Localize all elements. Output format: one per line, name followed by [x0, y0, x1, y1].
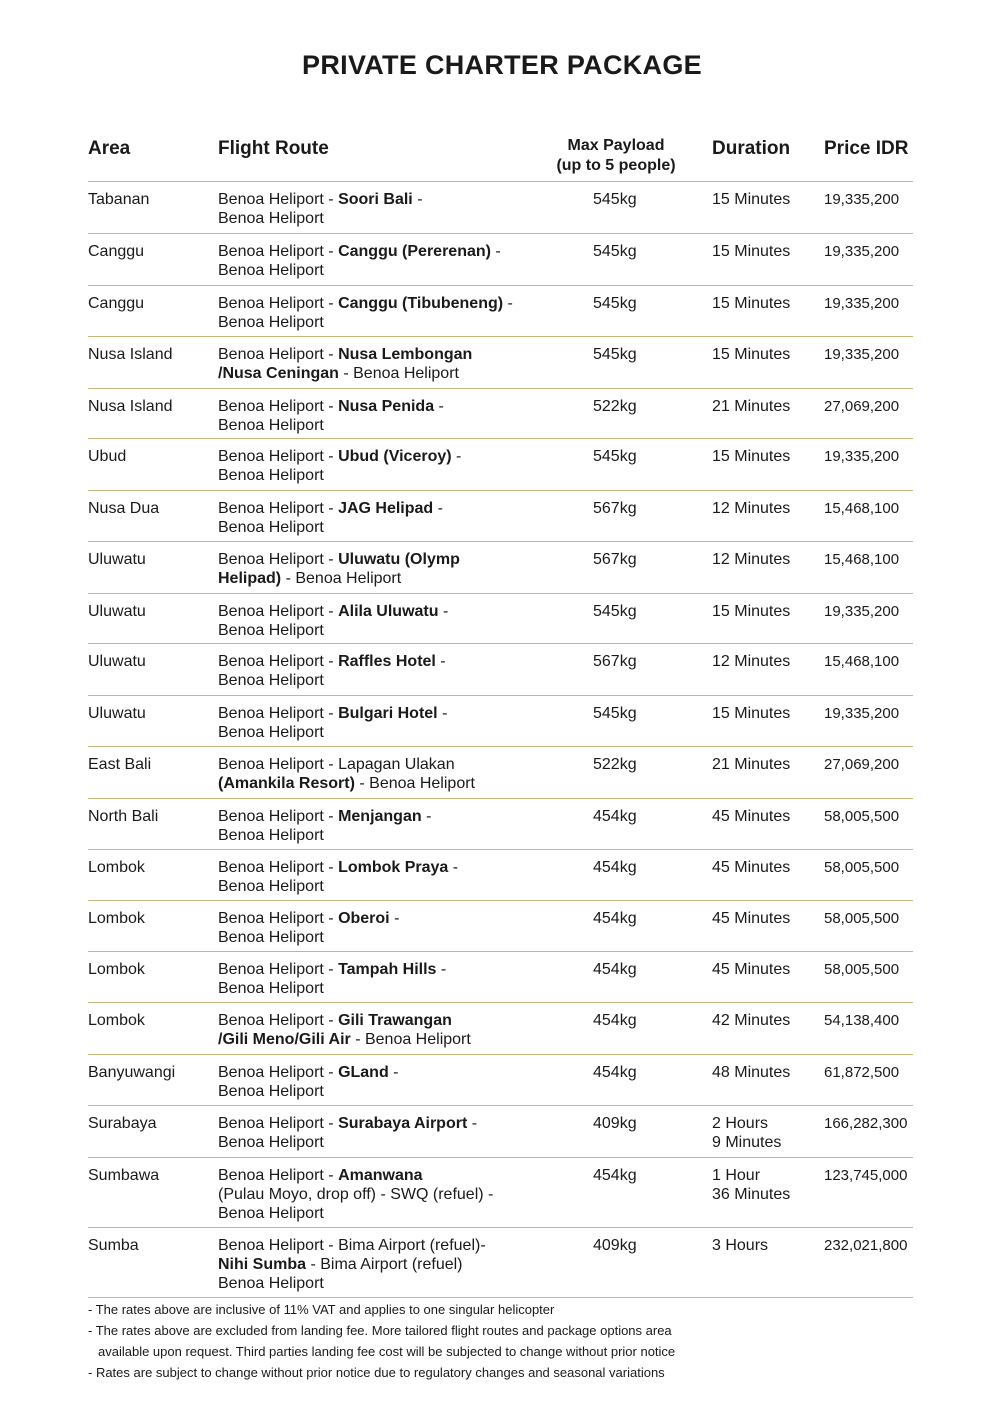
duration-line: 12 Minutes — [712, 551, 791, 568]
cell-area: Uluwatu — [88, 603, 146, 620]
cell-duration — [712, 397, 822, 416]
route-destination: Helipad) — [218, 570, 282, 587]
duration-line: 45 Minutes — [712, 808, 791, 825]
route-text: - Benoa Heliport — [354, 775, 475, 792]
cell-max-payload: 545kg — [593, 705, 637, 722]
cell-duration — [712, 294, 822, 313]
route-text: Benoa Heliport — [218, 1205, 324, 1222]
route-text: Benoa Heliport — [218, 262, 324, 279]
cell-duration — [712, 704, 822, 723]
cell-max-payload: 522kg — [593, 756, 637, 773]
route-text: - — [467, 1115, 478, 1132]
cell-flight-route — [218, 345, 548, 383]
route-destination: /Gili Meno/Gili Air — [218, 1031, 351, 1048]
route-destination: Alila Uluwatu — [338, 603, 439, 620]
cell-max-payload: 454kg — [593, 961, 637, 978]
cell-duration — [712, 190, 822, 209]
table-row — [88, 1158, 913, 1228]
route-text: Benoa Heliport - Bima Airport (refuel)- — [218, 1237, 486, 1254]
cell-max-payload: 454kg — [593, 859, 637, 876]
route-text: - — [490, 243, 501, 260]
cell-flight-route — [218, 447, 548, 485]
duration-line: 9 Minutes — [712, 1134, 782, 1151]
table-row — [88, 182, 913, 234]
route-text: Benoa Heliport - — [218, 243, 339, 260]
route-destination: Amanwana — [338, 1167, 423, 1184]
cell-duration — [712, 242, 822, 261]
route-text: Benoa Heliport - — [218, 551, 339, 568]
duration-line: 15 Minutes — [712, 603, 791, 620]
cell-max-payload: 454kg — [593, 808, 637, 825]
header-price: Price IDR — [824, 138, 909, 159]
duration-line: 2 Hours — [712, 1115, 769, 1132]
route-text: - — [451, 448, 462, 465]
route-text: - — [435, 653, 446, 670]
cell-max-payload: 545kg — [593, 448, 637, 465]
route-destination: Ubud (Viceroy) — [338, 448, 452, 465]
table-row — [88, 952, 913, 1003]
cell-duration — [712, 345, 822, 364]
cell-area: Lombok — [88, 961, 145, 978]
cell-flight-route — [218, 294, 548, 332]
cell-price: 19,335,200 — [824, 448, 900, 465]
route-text: Benoa Heliport - — [218, 1064, 339, 1081]
duration-line: 15 Minutes — [712, 448, 791, 465]
cell-duration — [712, 550, 822, 569]
route-text: Benoa Heliport — [218, 314, 324, 331]
cell-area: Uluwatu — [88, 653, 146, 670]
cell-max-payload: 545kg — [593, 243, 637, 260]
route-text: - — [448, 859, 459, 876]
charter-table — [88, 136, 913, 1298]
cell-flight-route — [218, 499, 548, 537]
route-text: Benoa Heliport — [218, 519, 324, 536]
cell-area: Ubud — [88, 448, 127, 465]
cell-price: 19,335,200 — [824, 191, 900, 208]
cell-max-payload: 409kg — [593, 1237, 637, 1254]
duration-line: 45 Minutes — [712, 859, 791, 876]
route-destination: Surabaya Airport — [338, 1115, 468, 1132]
route-text: Benoa Heliport - — [218, 653, 339, 670]
footnotes — [88, 1299, 675, 1383]
duration-line: 12 Minutes — [712, 500, 791, 517]
route-text: Benoa Heliport — [218, 417, 324, 434]
cell-max-payload: 454kg — [593, 910, 637, 927]
cell-price: 58,005,500 — [824, 859, 900, 876]
duration-line: 21 Minutes — [712, 398, 791, 415]
cell-flight-route — [218, 602, 548, 640]
cell-duration — [712, 1166, 822, 1204]
route-destination: (Amankila Resort) — [218, 775, 355, 792]
table-row — [88, 850, 913, 901]
cell-flight-route — [218, 909, 548, 947]
cell-price: 166,282,300 — [824, 1115, 908, 1132]
duration-line: 15 Minutes — [712, 191, 791, 208]
route-destination: Raffles Hotel — [338, 653, 436, 670]
table-row — [88, 1106, 913, 1158]
route-text: Benoa Heliport — [218, 467, 324, 484]
duration-line: 15 Minutes — [712, 346, 791, 363]
cell-price: 54,138,400 — [824, 1012, 900, 1029]
cell-flight-route — [218, 242, 548, 280]
table-row — [88, 439, 913, 491]
route-text: Benoa Heliport — [218, 827, 324, 844]
cell-area: Canggu — [88, 295, 145, 312]
cell-flight-route — [218, 652, 548, 690]
footnote: - The rates above are excluded from landing fee. More tailored flight routes and package options area — [88, 1323, 672, 1338]
duration-line: 15 Minutes — [712, 243, 791, 260]
route-text: - — [434, 398, 444, 415]
cell-price: 19,335,200 — [824, 295, 900, 312]
route-text: Benoa Heliport - — [218, 1167, 339, 1184]
duration-line: 15 Minutes — [712, 295, 791, 312]
cell-area: Nusa Island — [88, 346, 173, 363]
table-row — [88, 542, 913, 594]
cell-duration — [712, 960, 822, 979]
cell-flight-route — [218, 858, 548, 896]
cell-flight-route — [218, 1063, 548, 1101]
route-destination: GLand — [338, 1064, 389, 1081]
route-text: Benoa Heliport — [218, 672, 324, 689]
route-text: Benoa Heliport - — [218, 910, 339, 927]
route-text: Benoa Heliport - Lapagan Ulakan — [218, 756, 455, 773]
route-text: - Benoa Heliport — [338, 365, 459, 382]
header-duration: Duration — [712, 138, 791, 159]
table-row — [88, 1228, 913, 1298]
route-destination: Canggu (Pererenan) — [338, 243, 491, 260]
cell-flight-route — [218, 190, 548, 228]
route-destination: Tampah Hills — [338, 961, 437, 978]
table-row — [88, 594, 913, 644]
header-max-payload — [528, 136, 704, 176]
cell-price: 15,468,100 — [824, 551, 900, 568]
cell-flight-route — [218, 1166, 548, 1223]
cell-area: Surabaya — [88, 1115, 157, 1132]
duration-line: 45 Minutes — [712, 910, 791, 927]
cell-max-payload: 567kg — [593, 653, 637, 670]
duration-line: 12 Minutes — [712, 653, 791, 670]
cell-duration — [712, 652, 822, 671]
cell-price: 15,468,100 — [824, 653, 900, 670]
header-payload-line1: Max Payload — [567, 137, 665, 154]
route-destination: Soori Bali — [338, 191, 413, 208]
cell-max-payload: 545kg — [593, 295, 637, 312]
route-text: Benoa Heliport - — [218, 1115, 339, 1132]
route-text: Benoa Heliport - — [218, 961, 339, 978]
duration-line: 15 Minutes — [712, 705, 791, 722]
cell-price: 123,745,000 — [824, 1167, 908, 1184]
route-text: - — [436, 961, 447, 978]
route-text: Benoa Heliport — [218, 210, 324, 227]
route-text: - — [437, 705, 448, 722]
route-text: - — [503, 295, 513, 312]
route-text: (Pulau Moyo, drop off) - SWQ (refuel) - — [218, 1186, 494, 1203]
table-row — [88, 337, 913, 389]
cell-duration — [712, 1114, 822, 1152]
cell-flight-route — [218, 397, 548, 435]
cell-duration — [712, 602, 822, 621]
cell-flight-route — [218, 704, 548, 742]
table-row — [88, 389, 913, 439]
route-text: - Benoa Heliport — [350, 1031, 471, 1048]
table-row — [88, 644, 913, 696]
cell-duration — [712, 807, 822, 826]
cell-max-payload: 545kg — [593, 603, 637, 620]
cell-price: 58,005,500 — [824, 961, 900, 978]
table-header — [88, 136, 913, 182]
route-text: - Bima Airport (refuel) — [306, 1256, 463, 1273]
route-text: Benoa Heliport — [218, 1134, 324, 1151]
route-text: Benoa Heliport - — [218, 191, 339, 208]
route-destination: Nihi Sumba — [218, 1256, 307, 1273]
cell-max-payload: 409kg — [593, 1115, 637, 1132]
cell-max-payload: 545kg — [593, 346, 637, 363]
cell-max-payload: 454kg — [593, 1012, 637, 1029]
duration-line: 21 Minutes — [712, 756, 791, 773]
footnote: - The rates above are inclusive of 11% VAT and applies to one singular helicopter — [88, 1302, 555, 1317]
cell-duration — [712, 858, 822, 877]
cell-price: 58,005,500 — [824, 910, 900, 927]
cell-duration — [712, 909, 822, 928]
route-destination: Oberoi — [338, 910, 390, 927]
route-text: Benoa Heliport — [218, 929, 324, 946]
route-destination: Uluwatu (Olymp — [338, 551, 460, 568]
route-text: Benoa Heliport — [218, 724, 324, 741]
route-text: Benoa Heliport - — [218, 603, 339, 620]
cell-area: Lombok — [88, 910, 145, 927]
route-text: - — [388, 1064, 399, 1081]
cell-price: 27,069,200 — [824, 756, 900, 773]
route-text: Benoa Heliport - — [218, 859, 339, 876]
route-text: Benoa Heliport - — [218, 705, 339, 722]
duration-line: 42 Minutes — [712, 1012, 791, 1029]
table-row — [88, 491, 913, 542]
cell-flight-route — [218, 807, 548, 845]
cell-duration — [712, 1236, 822, 1255]
route-text: - — [421, 808, 432, 825]
cell-flight-route — [218, 755, 548, 793]
cell-duration — [712, 755, 822, 774]
duration-line: 48 Minutes — [712, 1064, 791, 1081]
cell-area: Nusa Dua — [88, 500, 160, 517]
cell-duration — [712, 1011, 822, 1030]
route-text: - — [389, 910, 400, 927]
route-destination: JAG Helipad — [338, 500, 434, 517]
table-row — [88, 1055, 913, 1106]
cell-flight-route — [218, 1114, 548, 1152]
table-row — [88, 1003, 913, 1055]
cell-max-payload: 567kg — [593, 500, 637, 517]
header-payload-line2: (up to 5 people) — [556, 157, 676, 174]
route-destination: Bulgari Hotel — [338, 705, 438, 722]
route-destination: Gili Trawangan — [338, 1012, 452, 1029]
cell-price: 19,335,200 — [824, 243, 900, 260]
cell-max-payload: 567kg — [593, 551, 637, 568]
cell-price: 19,335,200 — [824, 603, 900, 620]
duration-line: 3 Hours — [712, 1237, 769, 1254]
cell-area: Uluwatu — [88, 551, 146, 568]
route-text: Benoa Heliport — [218, 622, 324, 639]
cell-flight-route — [218, 1236, 548, 1293]
cell-duration — [712, 499, 822, 518]
duration-line: 45 Minutes — [712, 961, 791, 978]
cell-area: Tabanan — [88, 191, 150, 208]
route-text: Benoa Heliport - — [218, 500, 339, 517]
duration-line: 1 Hour — [712, 1167, 761, 1184]
route-text: Benoa Heliport — [218, 878, 324, 895]
table-row — [88, 747, 913, 799]
route-text: Benoa Heliport — [218, 1275, 324, 1292]
route-destination: Lombok Praya — [338, 859, 449, 876]
cell-flight-route — [218, 1011, 548, 1049]
route-text: Benoa Heliport — [218, 1083, 324, 1100]
route-destination: /Nusa Ceningan — [218, 365, 339, 382]
cell-area: North Bali — [88, 808, 159, 825]
cell-price: 232,021,800 — [824, 1237, 908, 1254]
route-text: Benoa Heliport - — [218, 1012, 339, 1029]
cell-area: Lombok — [88, 859, 145, 876]
route-text: - — [412, 191, 423, 208]
footnote: available upon request. Third parties landing fee cost will be subjected to change without prior notice — [98, 1344, 676, 1359]
header-area: Area — [88, 138, 131, 159]
table-row — [88, 286, 913, 337]
cell-area: Canggu — [88, 243, 145, 260]
header-flight-route: Flight Route — [218, 138, 329, 159]
cell-price: 27,069,200 — [824, 398, 900, 415]
cell-flight-route — [218, 960, 548, 998]
table-body — [88, 182, 913, 1298]
cell-max-payload: 454kg — [593, 1167, 637, 1184]
cell-area: Sumba — [88, 1237, 139, 1254]
page-title: PRIVATE CHARTER PACKAGE — [302, 50, 702, 80]
route-destination: Nusa Penida — [338, 398, 435, 415]
route-text: Benoa Heliport - — [218, 808, 339, 825]
route-text: - — [438, 603, 449, 620]
route-text: Benoa Heliport - — [218, 346, 339, 363]
route-text: Benoa Heliport - — [218, 448, 339, 465]
route-text: - Benoa Heliport — [281, 570, 402, 587]
table-row — [88, 696, 913, 747]
cell-area: Lombok — [88, 1012, 145, 1029]
route-text: Benoa Heliport - — [218, 398, 339, 415]
route-text: - — [433, 500, 443, 517]
table-row — [88, 799, 913, 850]
cell-area: East Bali — [88, 756, 152, 773]
cell-area: Uluwatu — [88, 705, 146, 722]
cell-max-payload: 454kg — [593, 1064, 637, 1081]
duration-line: 36 Minutes — [712, 1186, 791, 1203]
cell-duration — [712, 1063, 822, 1082]
cell-max-payload: 545kg — [593, 191, 637, 208]
cell-area: Sumbawa — [88, 1167, 160, 1184]
cell-price: 58,005,500 — [824, 808, 900, 825]
route-text: Benoa Heliport — [218, 980, 324, 997]
footnote: - Rates are subject to change without prior notice due to regulatory changes and seasonal variations — [88, 1365, 665, 1380]
route-destination: Nusa Lembongan — [338, 346, 473, 363]
route-destination: Canggu (Tibubeneng) — [338, 295, 504, 312]
cell-price: 19,335,200 — [824, 346, 900, 363]
cell-area: Banyuwangi — [88, 1064, 176, 1081]
cell-area: Nusa Island — [88, 398, 173, 415]
table-row — [88, 234, 913, 286]
cell-price: 61,872,500 — [824, 1064, 900, 1081]
cell-price: 19,335,200 — [824, 705, 900, 722]
table-row — [88, 901, 913, 952]
cell-price: 15,468,100 — [824, 500, 900, 517]
cell-max-payload: 522kg — [593, 398, 637, 415]
cell-duration — [712, 447, 822, 466]
cell-flight-route — [218, 550, 548, 588]
route-destination: Menjangan — [338, 808, 422, 825]
route-text: Benoa Heliport - — [218, 295, 339, 312]
